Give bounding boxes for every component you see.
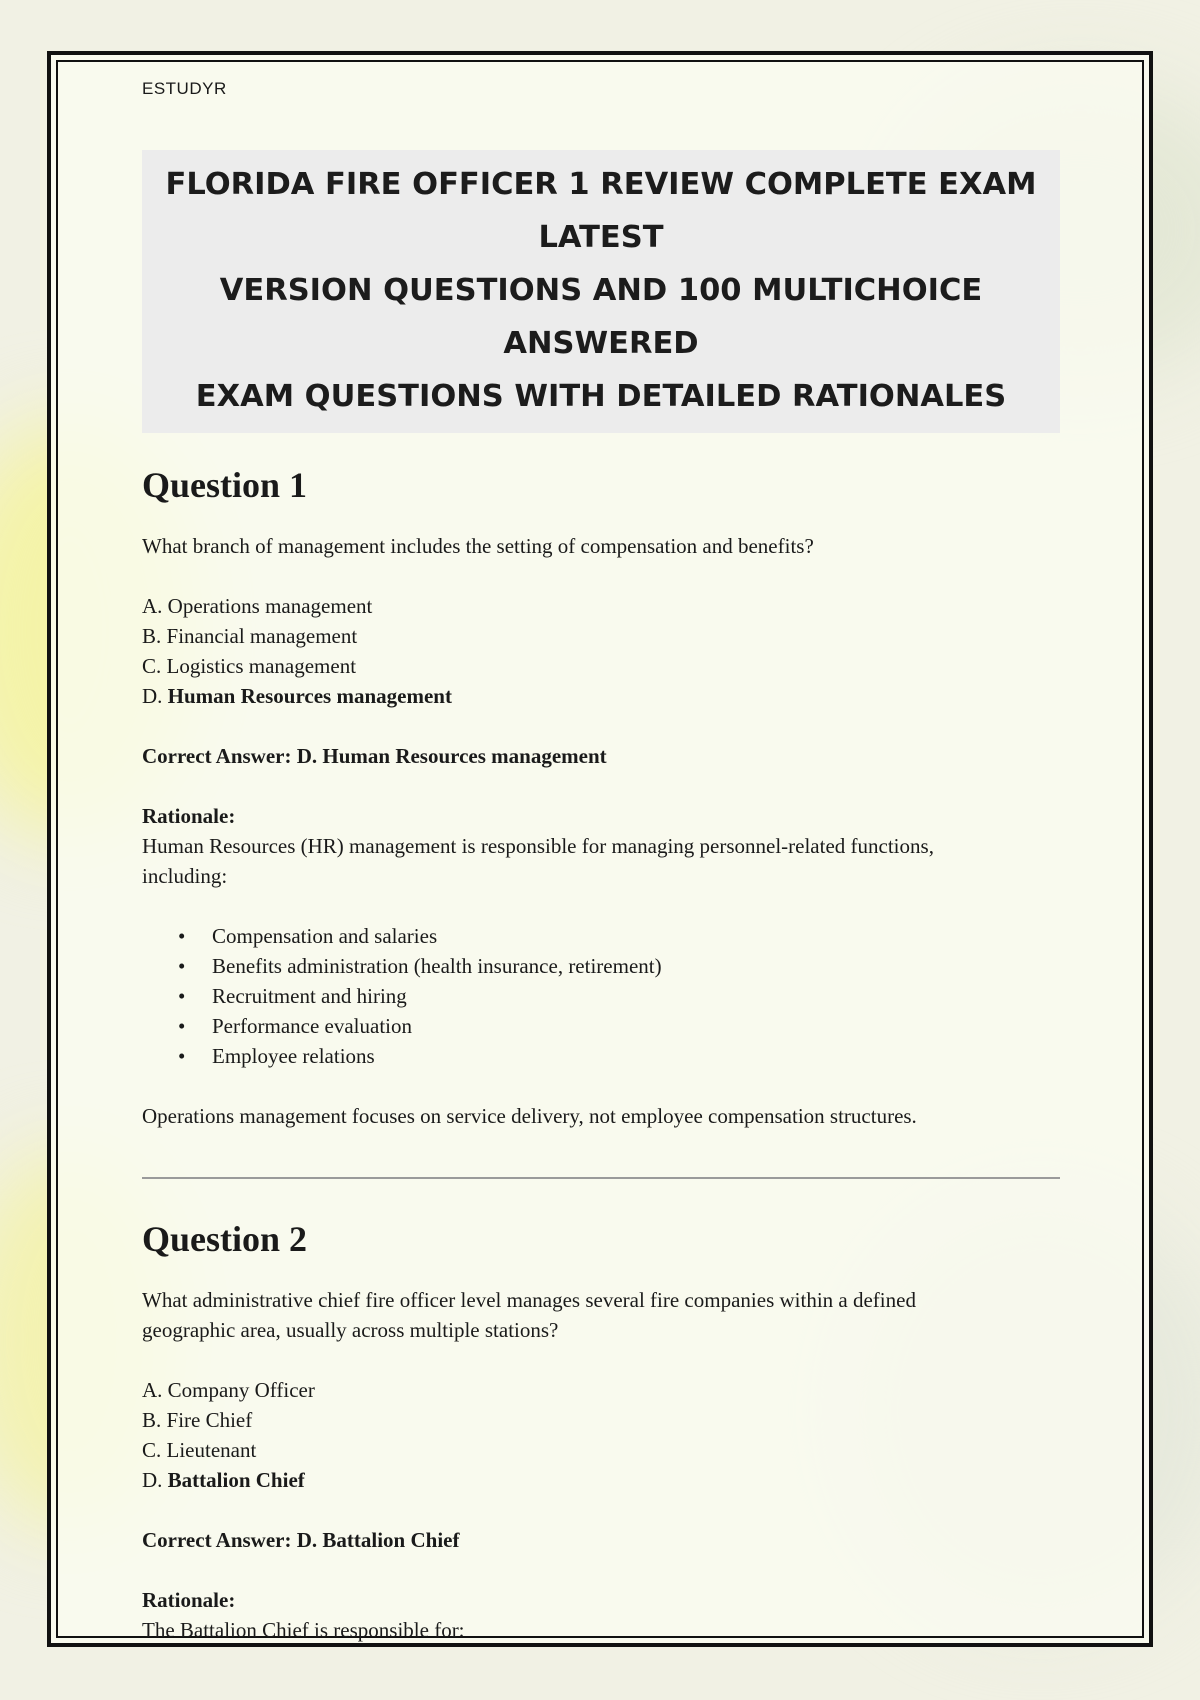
question-1 (142, 463, 1060, 1131)
option-d: D. Human Resources management (142, 684, 452, 708)
rationale-text: Human Resources (HR) management is responsible for managing personnel-related functions, (142, 834, 934, 858)
list-item: • Employee relations (212, 1041, 1060, 1071)
question-prompt: What branch of management includes the setting of compensation and benefits? (142, 534, 814, 558)
answer-options (142, 1375, 1060, 1495)
option-c: C. Lieutenant (142, 1438, 257, 1462)
rationale-label: Rationale: (142, 1588, 236, 1612)
section-divider (142, 1177, 1060, 1179)
rationale-bullet-list (142, 921, 1060, 1071)
option-c: C. Logistics management (142, 654, 357, 678)
option-b: B. Fire Chief (142, 1408, 253, 1432)
rationale-label: Rationale: (142, 804, 236, 828)
brand-label: ESTUDYR (142, 79, 227, 98)
option-a: A. Company Officer (142, 1378, 315, 1402)
question-prompt: What administrative chief fire officer level manages several fire companies within a defined (142, 1288, 916, 1312)
option-b: B. Financial management (142, 624, 358, 648)
question-prompt: geographic area, usually across multiple stations? (142, 1318, 559, 1342)
list-item: • Benefits administration (health insurance, retirement) (212, 951, 1060, 981)
rationale-text: including: (142, 864, 228, 888)
correct-answer: Correct Answer: D. Human Resources management (142, 744, 607, 768)
question-heading: Question 2 (142, 1219, 308, 1259)
rationale-text: The Battalion Chief is responsible for: (142, 1618, 465, 1642)
list-item: • Compensation and salaries (212, 921, 1060, 951)
title-line: EXAM QUESTIONS WITH DETAILED RATIONALES (195, 379, 1007, 414)
list-item: • Performance evaluation (212, 1011, 1060, 1041)
question-heading: Question 1 (142, 465, 308, 505)
question-2 (142, 1217, 1060, 1645)
document-title (142, 150, 1060, 433)
option-a: A. Operations management (142, 594, 373, 618)
answer-options (142, 591, 1060, 711)
list-item: • Recruitment and hiring (212, 981, 1060, 1011)
option-d: D. Battalion Chief (142, 1468, 305, 1492)
rationale-closing: Operations management focuses on service delivery, not employee compensation structures. (142, 1104, 917, 1128)
document-content (142, 78, 1060, 1645)
title-line: VERSION QUESTIONS AND 100 MULTICHOICE ANSWERED (219, 273, 983, 361)
title-line: FLORIDA FIRE OFFICER 1 REVIEW COMPLETE EXAM LATEST (165, 167, 1037, 255)
correct-answer: Correct Answer: D. Battalion Chief (142, 1528, 460, 1552)
